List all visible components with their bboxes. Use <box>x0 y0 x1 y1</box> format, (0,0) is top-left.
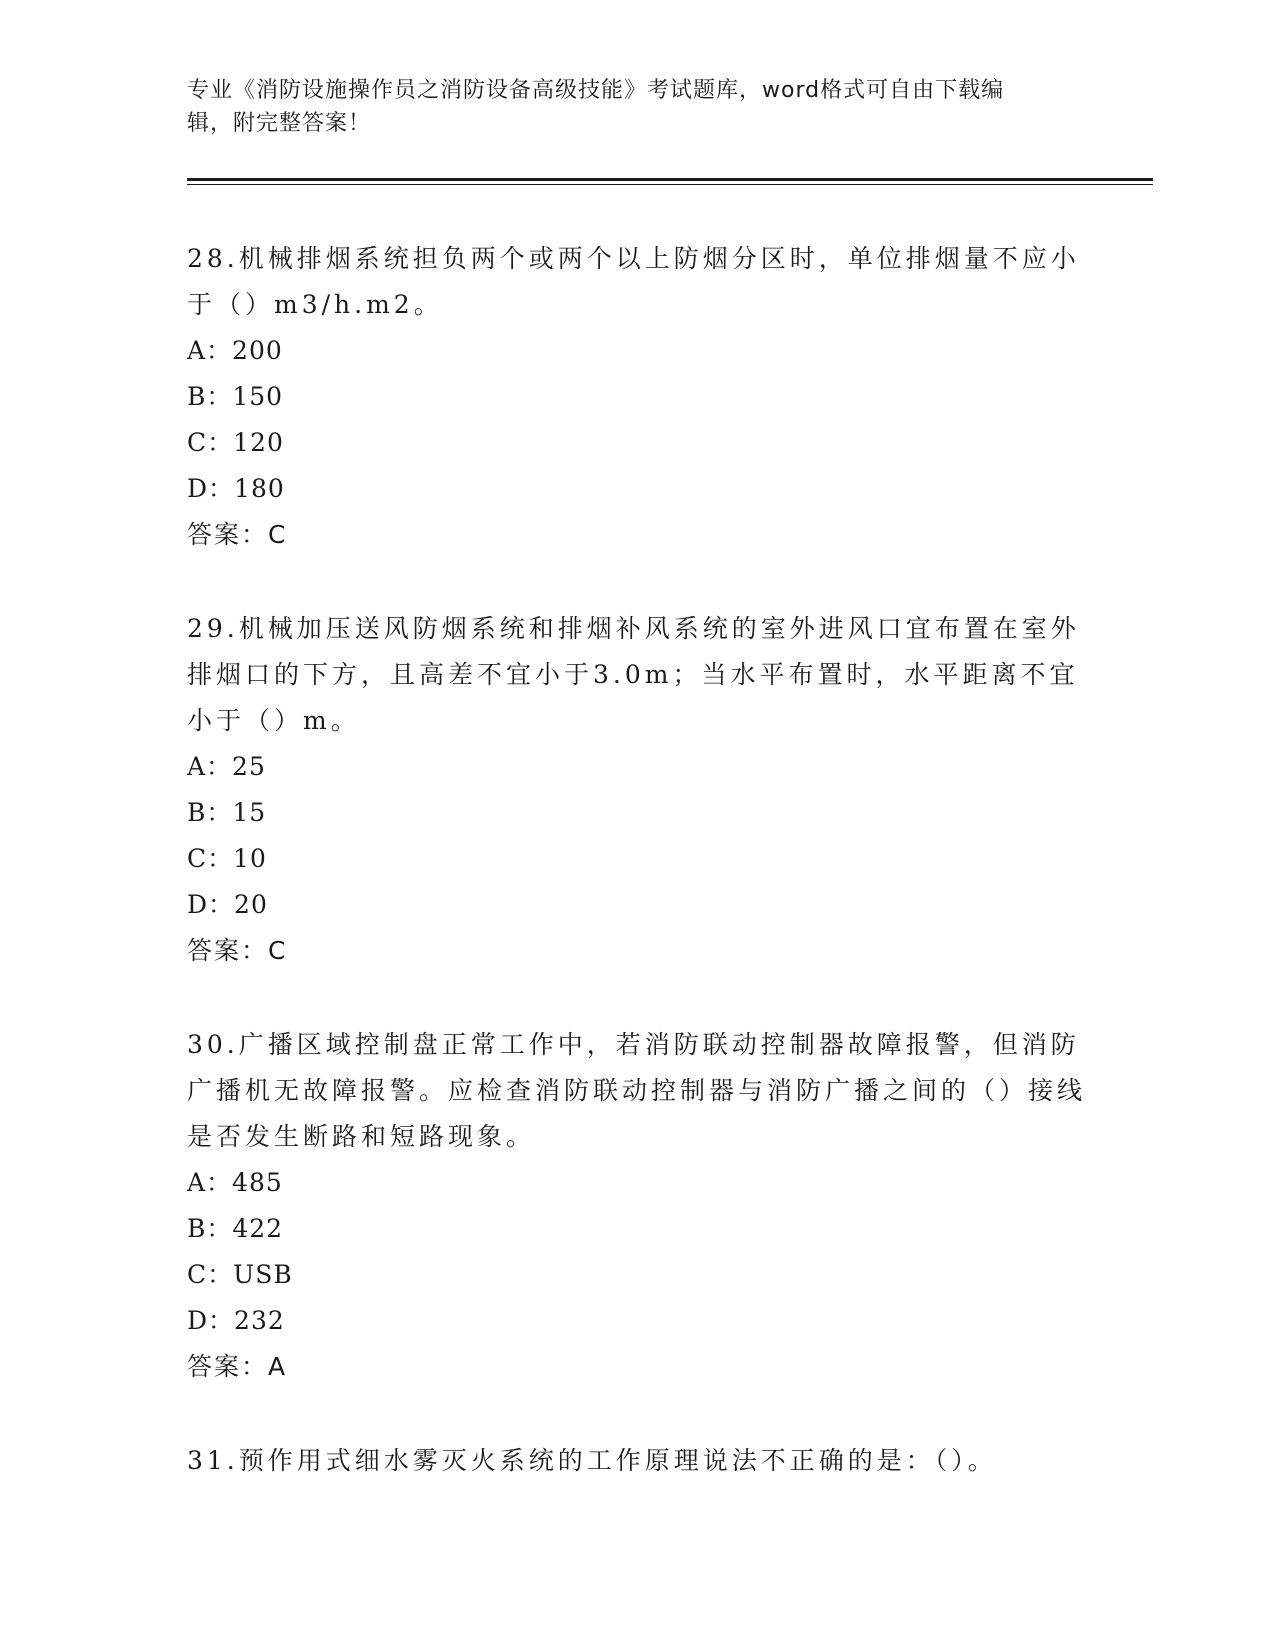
question-text: 30.广播区域控制盘正常工作中，若消防联动控制器故障报警，但消防广播机无故障报警。应检查消防联动控制器与消防广播之间的（）接线是否发生断路和短路现象。 <box>187 1030 1087 1151</box>
option-a: A：25 <box>187 752 266 781</box>
question-list <box>187 236 1087 1532</box>
option-a: A：200 <box>187 336 283 365</box>
header-divider-thick <box>187 178 1153 181</box>
option-d: D：20 <box>187 890 268 919</box>
option-d: D：180 <box>187 474 285 503</box>
header-line-1: 专业《消防设施操作员之消防设备高级技能》考试题库，word格式可自由下载编 <box>187 78 1005 103</box>
option-b: B：15 <box>187 798 267 827</box>
question-31 <box>187 1438 1087 1484</box>
header-divider-thin <box>187 184 1153 185</box>
header-line-2: 辑，附完整答案！ <box>187 111 372 136</box>
question-text: 29.机械加压送风防烟系统和排烟补风系统的室外进风口宜布置在室外排烟口的下方，且高差不宜小于3.0m；当水平布置时，水平距离不宜小于（）m。 <box>187 614 1080 735</box>
question-text: 31.预作用式细水雾灭火系统的工作原理说法不正确的是：（）。 <box>187 1446 997 1475</box>
option-a: A：485 <box>187 1168 283 1197</box>
option-b: B：422 <box>187 1214 284 1243</box>
option-b: B：150 <box>187 382 284 411</box>
option-c: C：USB <box>187 1260 293 1289</box>
question-text: 28.机械排烟系统担负两个或两个以上防烟分区时，单位排烟量不应小于（）m3/h.m2。 <box>187 244 1080 319</box>
document-header <box>187 74 1067 140</box>
question-28 <box>187 236 1087 558</box>
question-29 <box>187 606 1087 974</box>
option-c: C：120 <box>187 428 284 457</box>
answer: 答案：C <box>187 520 288 549</box>
question-30 <box>187 1022 1087 1390</box>
option-d: D：232 <box>187 1306 285 1335</box>
answer: 答案：C <box>187 936 288 965</box>
option-c: C：10 <box>187 844 267 873</box>
answer: 答案：A <box>187 1352 288 1381</box>
